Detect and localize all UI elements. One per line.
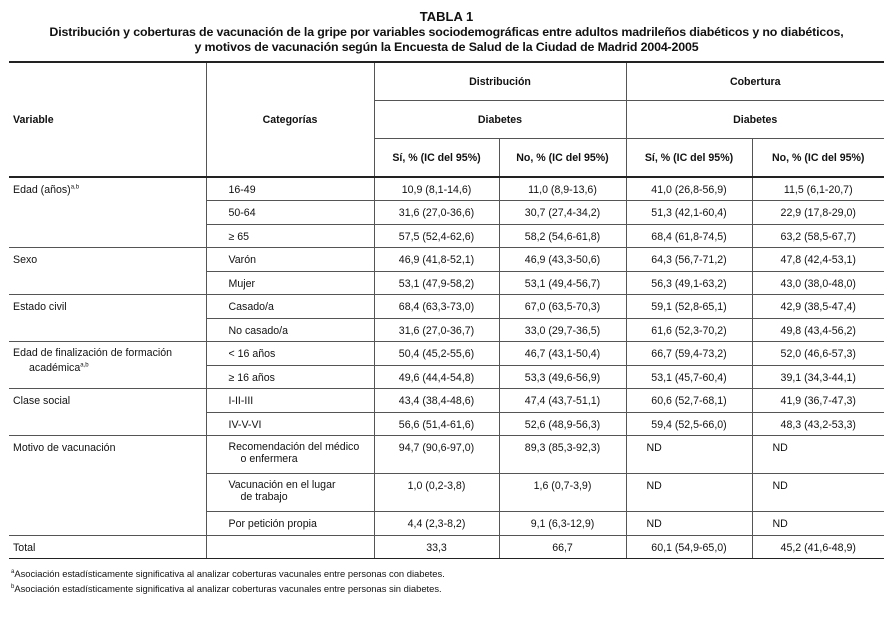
categoria-cell: Recomendación del médico o enfermera bbox=[206, 436, 374, 474]
header-cobertura: Cobertura bbox=[626, 62, 884, 101]
header-cob-si: Sí, % (IC del 95%) bbox=[626, 139, 752, 178]
dist-si-cell: 33,3 bbox=[374, 535, 499, 559]
cob-no-cell: 22,9 (17,8-29,0) bbox=[752, 201, 884, 225]
cob-no-cell: 39,1 (34,3-44,1) bbox=[752, 365, 884, 389]
cob-si-cell: 60,6 (52,7-68,1) bbox=[626, 389, 752, 413]
dist-si-cell: 56,6 (51,4-61,6) bbox=[374, 412, 499, 436]
variable-line2: académica$^{a,b}$ bbox=[29, 361, 89, 374]
categoria-cell: Varón bbox=[206, 248, 374, 272]
cob-si-cell: 66,7 (59,4-73,2) bbox=[626, 342, 752, 366]
variable-cell: Estado civil bbox=[9, 295, 206, 342]
cob-si-cell: 60,1 (54,9-65,0) bbox=[626, 535, 752, 559]
dist-no-cell: 53,3 (49,6-56,9) bbox=[499, 365, 626, 389]
categoria-cell: < 16 años bbox=[206, 342, 374, 366]
cob-no-cell: 48,3 (43,2-53,3) bbox=[752, 412, 884, 436]
dist-si-cell: 57,5 (52,4-62,6) bbox=[374, 224, 499, 248]
cob-si-cell: 53,1 (45,7-60,4) bbox=[626, 365, 752, 389]
variable-cell: Motivo de vacunación bbox=[9, 436, 206, 536]
cob-no-cell: 63,2 (58,5-67,7) bbox=[752, 224, 884, 248]
header-variable: Variable bbox=[9, 62, 206, 177]
table-number: TABLA 1 bbox=[419, 9, 474, 24]
dist-si-cell: 43,4 (38,4-48,6) bbox=[374, 389, 499, 413]
cob-no-cell: 52,0 (46,6-57,3) bbox=[752, 342, 884, 366]
categoria-cell: ≥ 65 bbox=[206, 224, 374, 248]
categoria-cell: Por petición propia bbox=[206, 512, 374, 536]
cob-no-cell: 49,8 (43,4-56,2) bbox=[752, 318, 884, 342]
dist-si-cell: 49,6 (44,4-54,8) bbox=[374, 365, 499, 389]
header-distribucion: Distribución bbox=[374, 62, 626, 101]
categoria-cell: Vacunación en el lugar de trabajo bbox=[206, 474, 374, 512]
cob-si-cell: 41,0 (26,8-56,9) bbox=[626, 177, 752, 201]
variable-cell bbox=[9, 342, 206, 389]
table-title-line1: Distribución y coberturas de vacunación de la gripe por variables sociodemográficas entre adultos madrileños diabéticos y no diabéticos, bbox=[49, 25, 844, 39]
cob-si-cell: ND bbox=[626, 474, 752, 512]
categoria-cell: IV-V-VI bbox=[206, 412, 374, 436]
categoria-cell: ≥ 16 años bbox=[206, 365, 374, 389]
dist-si-cell: 94,7 (90,6-97,0) bbox=[374, 436, 499, 474]
cob-si-cell: 59,4 (52,5-66,0) bbox=[626, 412, 752, 436]
cob-no-cell: 45,2 (41,6-48,9) bbox=[752, 535, 884, 559]
dist-no-cell: 67,0 (63,5-70,3) bbox=[499, 295, 626, 319]
footnotes bbox=[11, 566, 893, 595]
dist-si-cell: 68,4 (63,3-73,0) bbox=[374, 295, 499, 319]
header-cob-no: No, % (IC del 95%) bbox=[752, 139, 884, 178]
dist-no-cell: 9,1 (6,3-12,9) bbox=[499, 512, 626, 536]
dist-no-cell: 30,7 (27,4-34,2) bbox=[499, 201, 626, 225]
dist-no-cell: 46,9 (43,3-50,6) bbox=[499, 248, 626, 272]
dist-no-cell: 89,3 (85,3-92,3) bbox=[499, 436, 626, 474]
cob-no-cell: 47,8 (42,4-53,1) bbox=[752, 248, 884, 272]
variable-cell: Edad (años)$^{a,b}$ bbox=[9, 177, 206, 248]
variable-cell: Clase social bbox=[9, 389, 206, 436]
cob-si-cell: ND bbox=[626, 512, 752, 536]
categoria-cell: No casado/a bbox=[206, 318, 374, 342]
header-diabetes-distribucion: Diabetes bbox=[374, 101, 626, 139]
cob-no-cell: 43,0 (38,0-48,0) bbox=[752, 271, 884, 295]
cob-si-cell: 51,3 (42,1-60,4) bbox=[626, 201, 752, 225]
header-categorias: Categorías bbox=[206, 62, 374, 177]
dist-si-cell: 4,4 (2,3-8,2) bbox=[374, 512, 499, 536]
cob-si-cell: 68,4 (61,8-74,5) bbox=[626, 224, 752, 248]
dist-no-cell: 46,7 (43,1-50,4) bbox=[499, 342, 626, 366]
variable-cell: Sexo bbox=[9, 248, 206, 295]
cob-si-cell: 59,1 (52,8-65,1) bbox=[626, 295, 752, 319]
dist-si-cell: 46,9 (41,8-52,1) bbox=[374, 248, 499, 272]
dist-no-cell: 11,0 (8,9-13,6) bbox=[499, 177, 626, 201]
cob-si-cell: ND bbox=[626, 436, 752, 474]
dist-no-cell: 58,2 (54,6-61,8) bbox=[499, 224, 626, 248]
categoria-cell: 50-64 bbox=[206, 201, 374, 225]
dist-no-cell: 1,6 (0,7-3,9) bbox=[499, 474, 626, 512]
variable-line1: Edad de finalización de formación bbox=[13, 347, 173, 359]
table-caption bbox=[0, 9, 893, 55]
dist-no-cell: 33,0 (29,7-36,5) bbox=[499, 318, 626, 342]
total-label: Total bbox=[9, 535, 206, 559]
cob-no-cell: ND bbox=[752, 474, 884, 512]
cob-no-cell: ND bbox=[752, 512, 884, 536]
cob-si-cell: 61,6 (52,3-70,2) bbox=[626, 318, 752, 342]
header-diabetes-cobertura: Diabetes bbox=[626, 101, 884, 139]
categoria-cell bbox=[206, 535, 374, 559]
dist-si-cell: 1,0 (0,2-3,8) bbox=[374, 474, 499, 512]
dist-si-cell: 10,9 (8,1-14,6) bbox=[374, 177, 499, 201]
dist-si-cell: 50,4 (45,2-55,6) bbox=[374, 342, 499, 366]
categoria-cell: 16-49 bbox=[206, 177, 374, 201]
header-dist-no: No, % (IC del 95%) bbox=[499, 139, 626, 178]
cob-si-cell: 56,3 (49,1-63,2) bbox=[626, 271, 752, 295]
cob-si-cell: 64,3 (56,7-71,2) bbox=[626, 248, 752, 272]
footnote-b: $^b$Asociación estadísticamente significativa al analizar coberturas vacunales entre personas sin diabetes. bbox=[11, 582, 442, 594]
categoria-cell: I-II-III bbox=[206, 389, 374, 413]
cob-no-cell: 42,9 (38,5-47,4) bbox=[752, 295, 884, 319]
categoria-cell: Mujer bbox=[206, 271, 374, 295]
dist-no-cell: 47,4 (43,7-51,1) bbox=[499, 389, 626, 413]
cob-no-cell: 11,5 (6,1-20,7) bbox=[752, 177, 884, 201]
cob-no-cell: ND bbox=[752, 436, 884, 474]
dist-no-cell: 53,1 (49,4-56,7) bbox=[499, 271, 626, 295]
cob-no-cell: 41,9 (36,7-47,3) bbox=[752, 389, 884, 413]
header-dist-si: Sí, % (IC del 95%) bbox=[374, 139, 499, 178]
table-title-line2: y motivos de vacunación según la Encuesta de Salud de la Ciudad de Madrid 2004-2005 bbox=[194, 40, 699, 54]
data-table bbox=[9, 61, 884, 559]
dist-no-cell: 52,6 (48,9-56,3) bbox=[499, 412, 626, 436]
dist-si-cell: 31,6 (27,0-36,6) bbox=[374, 201, 499, 225]
categoria-cell: Casado/a bbox=[206, 295, 374, 319]
dist-si-cell: 31,6 (27,0-36,7) bbox=[374, 318, 499, 342]
dist-si-cell: 53,1 (47,9-58,2) bbox=[374, 271, 499, 295]
footnote-a: $^a$Asociación estadísticamente significativa al analizar coberturas vacunales entre personas con diabetes. bbox=[11, 568, 445, 580]
dist-no-cell: 66,7 bbox=[499, 535, 626, 559]
